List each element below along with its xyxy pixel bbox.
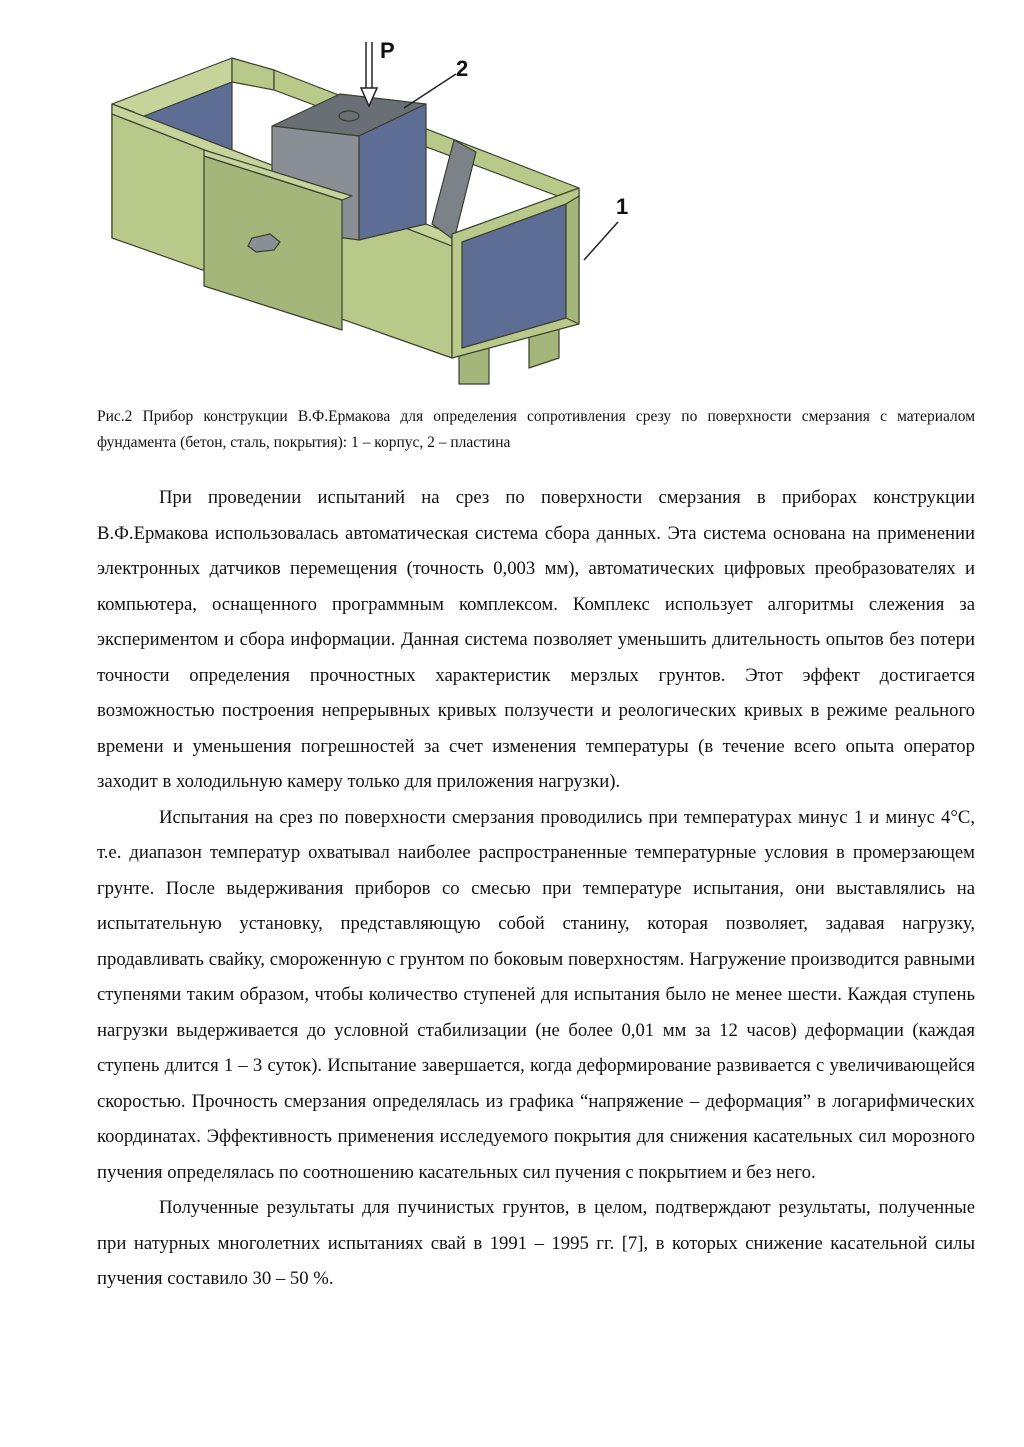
body-back-top	[232, 58, 274, 90]
shear-device-illustration	[104, 28, 644, 398]
leader-line-2	[404, 74, 456, 108]
load-label: P	[380, 38, 395, 63]
label-body: 1	[616, 194, 629, 219]
paragraph: Испытания на срез по поверхности смерзания проводились при температурах минус 1 и минус 4°С, т.е. диапазон температур охватывал наиболее распространенные температурные условия в промерзающем грунте. После выдерживания приборов со смесью при температуре испытания, они выставлялись на испытательную установку, представляющую собой станину, которая позволяет, задавая нагрузку, продавливать свайку, смороженную с грунтом по боковым поверхностям. Нагружение производится равными ступенями таким образом, чтобы количество ступеней для испытания было не менее шести. Каждая ступень нагрузки выдерживается до условной стабилизации (не более 0,01 мм за 12 часов) деформации (каждая ступень длится 1 – 3 суток). Испытание завершается, когда деформирование развивается с увеличивающейся скоростью. Прочность смерзания определялась из графика “напряжение – деформация” в логарифмических координатах. Эффективность применения исследуемого покрытия для снижения касательных сил морозного пучения определялась по соотношению касательных сил пучения с покрытием и без него.	[97, 806, 975, 1183]
body-text	[97, 480, 975, 1297]
label-plate: 2	[456, 56, 469, 81]
device-figure	[104, 28, 644, 398]
figure-caption: Рис.2 Прибор конструкции В.Ф.Ермакова для определения сопротивления срезу по поверхности смерзания с материалом фундамента (бетон, сталь, покрытия): 1 – корпус, 2 – пластина	[97, 408, 975, 451]
plate-hole	[339, 111, 359, 121]
body-right-wall-edge	[566, 196, 579, 324]
paragraph: При проведении испытаний на срез по поверхности смерзания в приборах конструкции В.Ф.Ермакова использовалась автоматическая система сбора данных. Эта система основана на применении электронных датчиков перемещения (точность 0,003 мм), автоматических цифровых преобразователях и компьютера, оснащенного программным комплексом. Комплекс использует алгоритмы слежения за экспериментом и сбора информации. Данная система позволяет уменьшить длительность опытов без потери точности определения прочностных характеристик мерзлых грунтов. Этот эффект достигается возможностью построения непрерывных кривых ползучести и реологических кривых в режиме реального времени и уменьшения погрешностей за счет изменения температуры (в течение всего опыта оператор заходит в холодильную камеру только для приложения нагрузки).	[97, 487, 975, 792]
inner-wedge	[432, 140, 476, 240]
leader-line-1	[584, 222, 618, 260]
paragraph: Полученные результаты для пучинистых грунтов, в целом, подтверждают результаты, полученные при натурных многолетних испытаниях свай в 1991 – 1995 гг. [7], в которых снижение касательной силы пучения составило 30 – 50 %.	[97, 1197, 975, 1289]
